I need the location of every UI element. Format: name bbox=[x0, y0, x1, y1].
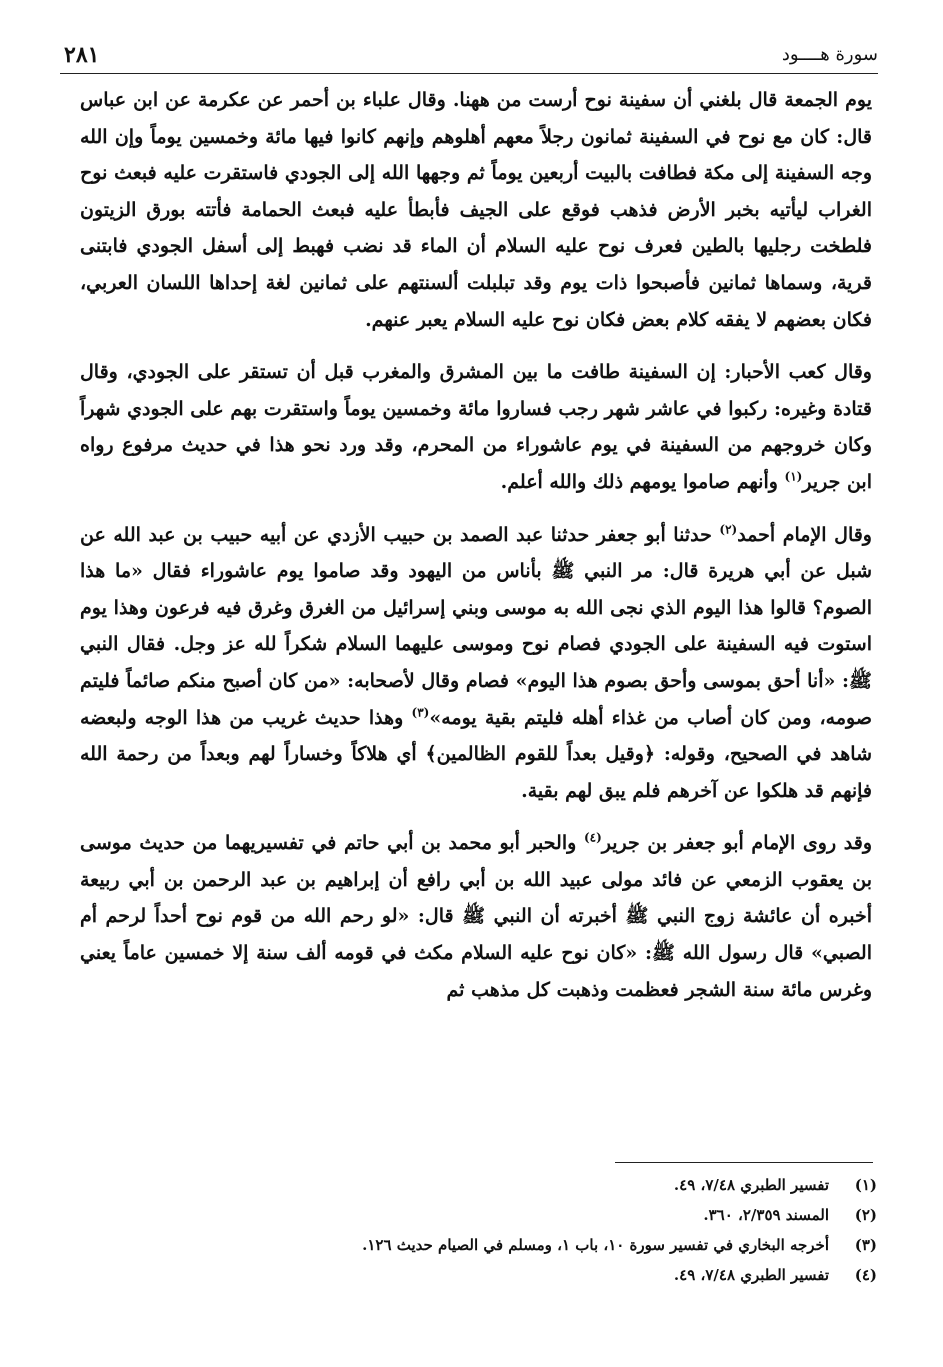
footnote-divider bbox=[615, 1162, 873, 1163]
paragraph-text: وأنهم صاموا يومهم ذلك والله أعلم. bbox=[500, 470, 785, 493]
footnote-3 bbox=[120, 1230, 877, 1260]
page-number: ٢٨١ bbox=[64, 42, 100, 68]
footnote-ref[interactable]: (١) bbox=[784, 469, 803, 484]
paragraph-text: يوم الجمعة قال بلغني أن سفينة نوح أرست من ههنا. وقال علباء بن أحمر عن عكرمة عن ابن عباس قال: كان مع نوح في السفينة ثمانون رجلاً معهم أهلوهم وإنهم كانوا فيها مائة وخمسين يوماً وإن الله وجه السفينة إلى مكة فطافت بالبيت أربعين يوماً ثم وجهها الله إلى الجودي فاستقرت عليه فبعث نوح الغراب ليأتيه بخبر الأرض فذهب فوقع على الجيف فأبطأ عليه فبعث الحمامة فأتته بورق الزيتون فلطخت رجليها بالطين فعرف نوح عليه السلام أن الماء قد نضب فهبط إلى أسفل الجودي فابتنى قرية، وسماها ثمانين فأصبحوا ذات يوم وقد تبلبلت ألسنتهم على ثمانين لغة إحداها اللسان العربي، فكان بعضهم لا يفقه كلام بعض فكان نوح عليه السلام يعبر عنهم. bbox=[80, 89, 872, 331]
main-text bbox=[80, 82, 872, 1008]
paragraph-2 bbox=[80, 354, 872, 500]
header-divider bbox=[60, 73, 878, 74]
footnote-text: المسند ٢/٣٥٩، ٣٦٠. bbox=[703, 1206, 829, 1224]
footnote-ref[interactable]: (٣) bbox=[411, 705, 430, 720]
paragraph-text: والحبر أبو محمد بن أبي حاتم في تفسيريهما من حديث موسى بن يعقوب الزمعي عن فائد مولى عبيد الله بن أبي رافع أن إبراهيم بن عبد الرحمن بن أبي ربيعة أخبره أن عائشة زوج النبي ﷺ أخبرته أن النبي ﷺ قال: «لو رحم الله من قوم نوح أحداً لرحم أم الصبي» قال رسول الله ﷺ: «كان نوح عليه السلام مكث في قومه ألف سنة إلا خمسين عاماً يعني وغرس مائة سنة الشجر فعظمت وذهبت كل مذهب ثم bbox=[80, 832, 872, 1001]
paragraph-text: وقد روى الإمام أبو جعفر بن جرير bbox=[601, 832, 872, 855]
footnote-number: (١) bbox=[854, 1176, 877, 1194]
surah-title: سورة هــــود bbox=[781, 44, 878, 65]
footnote-text: تفسير الطبري ٧/٤٨، ٤٩. bbox=[673, 1176, 829, 1194]
footnote-1 bbox=[120, 1170, 877, 1200]
footnote-number: (٤) bbox=[854, 1266, 877, 1284]
footnotes bbox=[120, 1170, 877, 1290]
footnote-ref[interactable]: (٢) bbox=[719, 522, 738, 537]
paragraph-text: وهذا حديث غريب من هذا الوجه ولبعضه شاهد في الصحيح، وقوله: ﴿وقيل بعداً للقوم الظالمين﴾ أي هلاكاً وخساراً لهم وبعداً من رحمة الله فإنهم قد هلكوا عن آخرهم فلم يبق لهم بقية. bbox=[80, 706, 872, 802]
paragraph-text: وقال الإمام أحمد bbox=[737, 523, 872, 546]
footnote-2 bbox=[120, 1200, 877, 1230]
footnote-number: (٣) bbox=[854, 1236, 877, 1254]
page-header bbox=[60, 40, 880, 70]
paragraph-4 bbox=[80, 825, 872, 1008]
paragraph-1 bbox=[80, 82, 872, 338]
paragraph-text: حدثنا أبو جعفر حدثنا عبد الصمد بن حبيب الأزدي عن أبيه حبيب بن عبد الله عن شبل عن أبي هريرة قال: مر النبي ﷺ بأناس من اليهود وقد صاموا يوم عاشوراء فقال «ما هذا الصوم؟ قالوا هذا اليوم الذي نجى الله به موسى وبني إسرائيل من الغرق وغرق فيه فرعون وهذا يوم استوت فيه السفينة على الجودي فصام نوح وموسى عليهما السلام شكراً لله عز وجل. فقال النبي ﷺ: «أنا أحق بموسى وأحق بصوم هذا اليوم» فصام وقال لأصحابه: «من كان أصبح منكم صائماً فليتم صومه، ومن كان أصاب من غذاء أهله فليتم بقية يومه» bbox=[80, 523, 872, 729]
footnote-ref[interactable]: (٤) bbox=[583, 830, 602, 845]
footnote-number: (٢) bbox=[854, 1206, 877, 1224]
paragraph-3 bbox=[80, 517, 872, 810]
footnote-text: أخرجه البخاري في تفسير سورة ١٠، باب ١، ومسلم في الصيام حديث ١٢٦. bbox=[362, 1236, 829, 1254]
footnote-text: تفسير الطبري ٧/٤٨، ٤٩. bbox=[673, 1266, 829, 1284]
paragraph-text: وقال كعب الأحبار: إن السفينة طافت ما بين المشرق والمغرب قبل أن تستقر على الجودي، وقال قتادة وغيره: ركبوا في عاشر شهر رجب فساروا مائة وخمسين يوماً واستقرت بهم على الجودي شهراً وكان خروجهم من السفينة في يوم عاشوراء من المحرم، وقد ورد نحو هذا في حديث مرفوع رواه ابن جرير bbox=[80, 361, 872, 493]
footnote-4 bbox=[120, 1260, 877, 1290]
